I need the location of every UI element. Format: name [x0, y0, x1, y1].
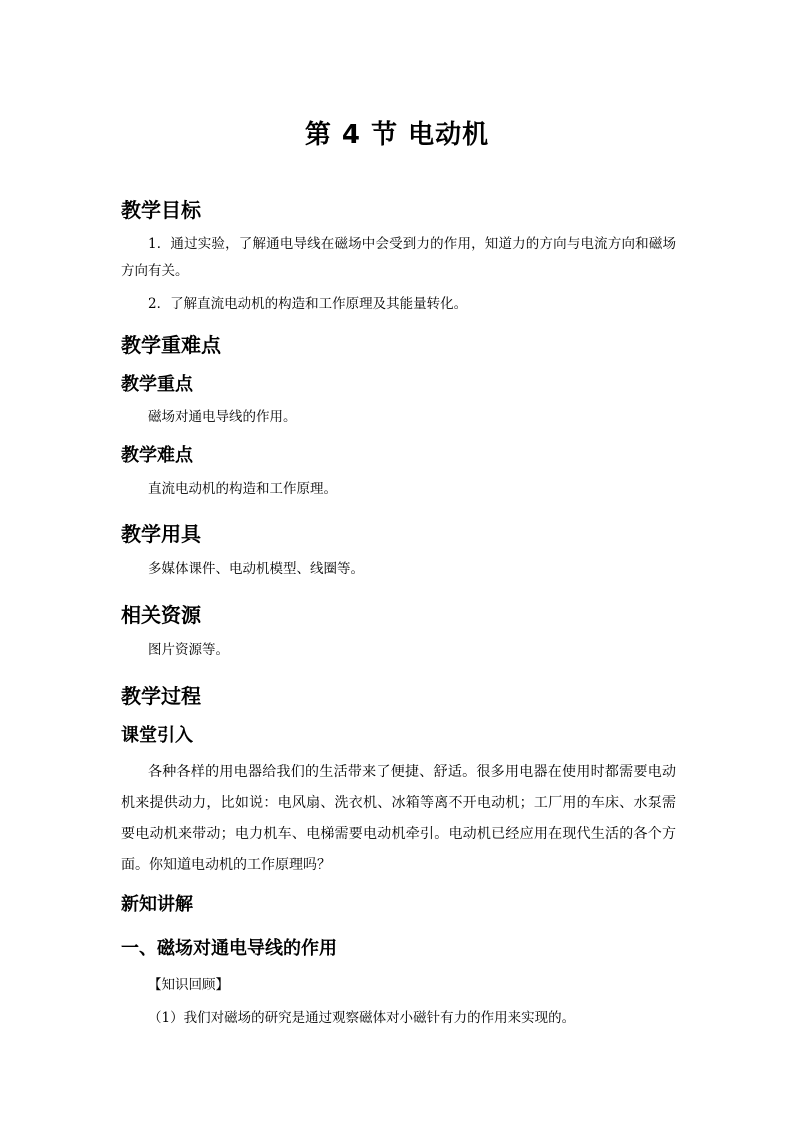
part1-heading: 一、磁场对通电导线的作用: [121, 938, 337, 959]
key-points-heading: 教学重点: [121, 374, 193, 395]
review-label: 【知识回顾】: [148, 977, 229, 993]
intro-paragraph: 各种各样的用电器给我们的生活带来了便捷、舒适。很多用电器在使用时都需要电动机来提供动力，比如说：电风扇、洗衣机、冰箱等离不开电动机；工厂用的车床、水泵需要电动机来带动；电力机车、电梯需要电动机牵引。电动机已经应用在现代生活的各个方面。你知道电动机的工作原理吗？: [121, 764, 676, 873]
page-title: 第 4 节 电动机: [304, 120, 490, 150]
new-knowledge-heading: 新知讲解: [121, 894, 193, 915]
review-item-1: （1）我们对磁场的研究是通过观察磁体对小磁针有力的作用来实现的。: [148, 1010, 576, 1026]
process-heading: 教学过程: [121, 684, 201, 708]
tools-text: 多媒体课件、电动机模型、线圈等。: [148, 561, 364, 577]
resources-text: 图片资源等。: [148, 642, 229, 658]
key-difficult-heading: 教学重难点: [121, 333, 221, 357]
objective-item-2: 2．了解直流电动机的构造和工作原理及其能量转化。: [148, 296, 468, 312]
difficult-points-heading: 教学难点: [121, 445, 193, 466]
tools-heading: 教学用具: [121, 522, 201, 546]
objectives-heading: 教学目标: [121, 198, 201, 222]
difficult-points-text: 直流电动机的构造和工作原理。: [148, 481, 337, 497]
resources-heading: 相关资源: [121, 603, 201, 627]
key-points-text: 磁场对通电导线的作用。: [148, 409, 297, 425]
objective-item-1: 1．通过实验，了解通电导线在磁场中会受到力的作用，知道力的方向与电流方向和磁场方向有关。: [121, 236, 676, 279]
intro-heading: 课堂引入: [121, 725, 193, 746]
